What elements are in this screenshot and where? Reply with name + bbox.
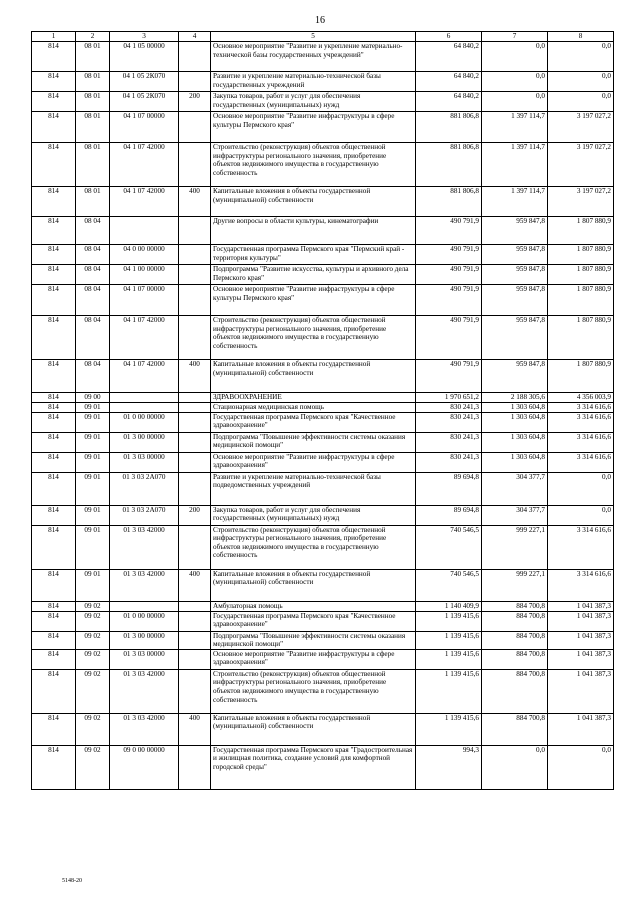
table-row [32, 360, 614, 393]
cell-department: 814 [32, 360, 76, 393]
cell-amount-year1: 64 840,2 [416, 42, 482, 72]
cell-amount-year3: 1 041 387,3 [548, 649, 614, 669]
cell-department: 814 [32, 669, 76, 713]
cell-section: 08 04 [76, 285, 110, 316]
header-col-4: 4 [179, 32, 211, 42]
cell-amount-year1: 881 806,8 [416, 112, 482, 143]
cell-amount-year2: 884 700,8 [482, 649, 548, 669]
cell-target-article: 04 1 07 42000 [110, 187, 179, 217]
cell-target-article: 04 1 07 00000 [110, 285, 179, 316]
cell-amount-year1: 490 791,9 [416, 217, 482, 245]
cell-amount-year3: 1 807 880,9 [548, 245, 614, 265]
cell-amount-year3: 3 314 616,6 [548, 412, 614, 432]
table-row [32, 217, 614, 245]
cell-name: Основное мероприятие "Развитие инфраструктуры в сфере здравоохранения" [211, 649, 416, 669]
cell-section: 08 01 [76, 143, 110, 187]
cell-department: 814 [32, 187, 76, 217]
cell-expense-type: 400 [179, 360, 211, 393]
cell-amount-year3: 1 041 387,3 [548, 611, 614, 631]
cell-amount-year2: 1 397 114,7 [482, 187, 548, 217]
cell-target-article: 01 3 03 42000 [110, 569, 179, 601]
cell-amount-year1: 1 970 651,2 [416, 393, 482, 403]
cell-expense-type: 400 [179, 187, 211, 217]
cell-expense-type [179, 631, 211, 649]
cell-section: 09 01 [76, 403, 110, 413]
cell-section: 09 01 [76, 412, 110, 432]
cell-amount-year3: 0,0 [548, 92, 614, 112]
budget-table [31, 31, 614, 790]
cell-expense-type [179, 525, 211, 569]
cell-department: 814 [32, 452, 76, 472]
cell-department: 814 [32, 649, 76, 669]
cell-name: Амбулаторная помощь [211, 601, 416, 611]
table-row [32, 42, 614, 72]
cell-department: 814 [32, 713, 76, 745]
cell-name: Основное мероприятие "Развитие инфраструктуры в сфере здравоохранения" [211, 452, 416, 472]
cell-section: 09 02 [76, 631, 110, 649]
cell-department: 814 [32, 42, 76, 72]
cell-amount-year1: 830 241,3 [416, 403, 482, 413]
table-row [32, 412, 614, 432]
cell-expense-type [179, 143, 211, 187]
budget-table-wrapper [31, 31, 613, 790]
cell-target-article [110, 601, 179, 611]
cell-name: Развитие и укрепление материально-технической базы подведомственных учреждений [211, 472, 416, 505]
header-col-5: 5 [211, 32, 416, 42]
cell-department: 814 [32, 472, 76, 505]
cell-department: 814 [32, 72, 76, 92]
cell-amount-year2: 959 847,8 [482, 217, 548, 245]
cell-target-article: 09 0 00 00000 [110, 745, 179, 789]
cell-department: 814 [32, 393, 76, 403]
table-row [32, 525, 614, 569]
table-row [32, 112, 614, 143]
cell-target-article: 01 3 03 00000 [110, 649, 179, 669]
cell-section: 08 04 [76, 360, 110, 393]
cell-amount-year1: 1 139 415,6 [416, 631, 482, 649]
header-col-1: 1 [32, 32, 76, 42]
table-row [32, 92, 614, 112]
table-row [32, 393, 614, 403]
cell-amount-year3: 0,0 [548, 72, 614, 92]
cell-section: 08 04 [76, 265, 110, 285]
cell-amount-year3: 3 314 616,6 [548, 432, 614, 452]
cell-name: Государственная программа Пермского края "Градостроительная и жилищная политика, создание условий для комфортной городской среды" [211, 745, 416, 789]
table-row [32, 316, 614, 360]
cell-expense-type [179, 42, 211, 72]
cell-section: 09 02 [76, 611, 110, 631]
cell-department: 814 [32, 505, 76, 525]
cell-expense-type [179, 611, 211, 631]
cell-amount-year2: 884 700,8 [482, 669, 548, 713]
cell-amount-year2: 1 303 604,8 [482, 452, 548, 472]
cell-section: 08 01 [76, 187, 110, 217]
cell-expense-type [179, 403, 211, 413]
cell-name: ЗДРАВООХРАНЕНИЕ [211, 393, 416, 403]
cell-department: 814 [32, 217, 76, 245]
footer-code: 5148-20 [62, 878, 82, 884]
table-row [32, 403, 614, 413]
cell-name: Основное мероприятие "Развитие инфраструктуры в сфере культуры Пермского края" [211, 112, 416, 143]
cell-expense-type [179, 285, 211, 316]
header-col-8: 8 [548, 32, 614, 42]
cell-amount-year3: 0,0 [548, 505, 614, 525]
cell-name: Строительство (реконструкция) объектов общественной инфраструктуры регионального значения, приобретение объектов недвижимого имущества в государственную собственность [211, 525, 416, 569]
table-row [32, 143, 614, 187]
cell-amount-year3: 3 314 616,6 [548, 452, 614, 472]
cell-section: 08 01 [76, 92, 110, 112]
cell-amount-year1: 830 241,3 [416, 452, 482, 472]
header-row [32, 32, 614, 42]
cell-amount-year1: 740 546,5 [416, 569, 482, 601]
cell-name: Подпрограмма "Развитие искусства, культуры и архивного дела Пермского края" [211, 265, 416, 285]
cell-name: Закупка товаров, работ и услуг для обеспечения государственных (муниципальных) нужд [211, 92, 416, 112]
cell-section: 09 01 [76, 452, 110, 472]
cell-section: 09 01 [76, 472, 110, 505]
cell-department: 814 [32, 143, 76, 187]
table-row [32, 631, 614, 649]
cell-target-article: 01 3 00 00000 [110, 432, 179, 452]
cell-amount-year2: 0,0 [482, 745, 548, 789]
cell-amount-year3: 1 041 387,3 [548, 669, 614, 713]
cell-target-article [110, 217, 179, 245]
cell-amount-year2: 1 397 114,7 [482, 143, 548, 187]
cell-amount-year3: 4 356 003,9 [548, 393, 614, 403]
cell-expense-type [179, 112, 211, 143]
cell-target-article: 01 3 03 42000 [110, 525, 179, 569]
cell-target-article: 01 3 00 00000 [110, 631, 179, 649]
cell-name: Строительство (реконструкция) объектов общественной инфраструктуры регионального значения, приобретение объектов недвижимого имущества в государственную собственность [211, 143, 416, 187]
cell-name: Строительство (реконструкция) объектов общественной инфраструктуры регионального значения, приобретение объектов недвижимого имущества в государственную собственность [211, 669, 416, 713]
cell-amount-year3: 1 041 387,3 [548, 631, 614, 649]
cell-amount-year1: 740 546,5 [416, 525, 482, 569]
cell-amount-year3: 0,0 [548, 42, 614, 72]
table-row [32, 432, 614, 452]
cell-target-article: 04 1 05 2К070 [110, 72, 179, 92]
cell-department: 814 [32, 316, 76, 360]
cell-amount-year1: 830 241,3 [416, 432, 482, 452]
cell-expense-type [179, 217, 211, 245]
cell-section: 09 02 [76, 713, 110, 745]
cell-amount-year2: 884 700,8 [482, 631, 548, 649]
cell-amount-year2: 304 377,7 [482, 505, 548, 525]
cell-amount-year1: 830 241,3 [416, 412, 482, 432]
cell-section: 09 01 [76, 525, 110, 569]
table-row [32, 72, 614, 92]
cell-department: 814 [32, 745, 76, 789]
cell-amount-year2: 999 227,1 [482, 525, 548, 569]
cell-amount-year3: 1 807 880,9 [548, 217, 614, 245]
cell-name: Государственная программа Пермского края "Качественное здравоохранение" [211, 611, 416, 631]
cell-section: 08 04 [76, 316, 110, 360]
cell-expense-type: 200 [179, 505, 211, 525]
header-col-6: 6 [416, 32, 482, 42]
cell-amount-year2: 959 847,8 [482, 245, 548, 265]
table-row [32, 285, 614, 316]
cell-amount-year1: 490 791,9 [416, 285, 482, 316]
cell-amount-year2: 1 303 604,8 [482, 403, 548, 413]
cell-expense-type: 400 [179, 569, 211, 601]
cell-expense-type [179, 245, 211, 265]
cell-amount-year3: 0,0 [548, 745, 614, 789]
cell-section: 09 01 [76, 569, 110, 601]
cell-amount-year1: 1 139 415,6 [416, 713, 482, 745]
cell-target-article [110, 403, 179, 413]
cell-amount-year1: 1 139 415,6 [416, 669, 482, 713]
cell-amount-year1: 89 694,8 [416, 505, 482, 525]
cell-target-article: 01 0 00 00000 [110, 412, 179, 432]
cell-section: 08 01 [76, 42, 110, 72]
cell-expense-type [179, 265, 211, 285]
cell-expense-type [179, 649, 211, 669]
cell-target-article [110, 393, 179, 403]
cell-name: Капитальные вложения в объекты государственной (муниципальной) собственности [211, 360, 416, 393]
cell-department: 814 [32, 112, 76, 143]
cell-target-article: 04 0 00 00000 [110, 245, 179, 265]
cell-amount-year1: 881 806,8 [416, 143, 482, 187]
cell-amount-year1: 1 139 415,6 [416, 649, 482, 669]
page-number: 16 [315, 15, 325, 26]
cell-expense-type: 200 [179, 92, 211, 112]
cell-section: 09 01 [76, 505, 110, 525]
cell-section: 08 01 [76, 72, 110, 92]
header-col-3: 3 [110, 32, 179, 42]
cell-target-article: 01 0 00 00000 [110, 611, 179, 631]
table-row [32, 649, 614, 669]
cell-expense-type [179, 432, 211, 452]
cell-expense-type [179, 72, 211, 92]
table-row [32, 265, 614, 285]
cell-name: Стационарная медицинская помощь [211, 403, 416, 413]
cell-department: 814 [32, 245, 76, 265]
table-row [32, 187, 614, 217]
cell-amount-year2: 959 847,8 [482, 316, 548, 360]
cell-target-article: 01 3 03 42000 [110, 669, 179, 713]
cell-name: Другие вопросы в области культуры, кинематографии [211, 217, 416, 245]
cell-department: 814 [32, 285, 76, 316]
cell-name: Капитальные вложения в объекты государственной (муниципальной) собственности [211, 713, 416, 745]
cell-name: Строительство (реконструкция) объектов общественной инфраструктуры регионального значения, приобретение объектов недвижимого имущества в государственную собственность [211, 316, 416, 360]
table-row [32, 745, 614, 789]
cell-amount-year3: 1 807 880,9 [548, 285, 614, 316]
cell-amount-year2: 2 188 305,6 [482, 393, 548, 403]
cell-target-article: 04 1 07 42000 [110, 360, 179, 393]
cell-amount-year1: 490 791,9 [416, 316, 482, 360]
cell-amount-year1: 1 139 415,6 [416, 611, 482, 631]
cell-department: 814 [32, 412, 76, 432]
cell-expense-type [179, 669, 211, 713]
cell-section: 09 00 [76, 393, 110, 403]
table-row [32, 669, 614, 713]
cell-amount-year2: 304 377,7 [482, 472, 548, 505]
cell-target-article: 04 1 07 00000 [110, 112, 179, 143]
cell-department: 814 [32, 611, 76, 631]
header-col-7: 7 [482, 32, 548, 42]
cell-expense-type: 400 [179, 713, 211, 745]
cell-name: Основное мероприятие "Развитие инфраструктуры в сфере культуры Пермского края" [211, 285, 416, 316]
cell-amount-year1: 881 806,8 [416, 187, 482, 217]
cell-name: Подпрограмма "Повышение эффективности системы оказания медицинской помощи" [211, 631, 416, 649]
cell-amount-year1: 490 791,9 [416, 265, 482, 285]
cell-section: 09 01 [76, 432, 110, 452]
cell-amount-year1: 490 791,9 [416, 360, 482, 393]
cell-amount-year1: 64 840,2 [416, 92, 482, 112]
cell-amount-year2: 999 227,1 [482, 569, 548, 601]
cell-section: 08 01 [76, 112, 110, 143]
cell-expense-type [179, 452, 211, 472]
cell-amount-year1: 1 140 409,9 [416, 601, 482, 611]
cell-department: 814 [32, 92, 76, 112]
cell-section: 09 02 [76, 649, 110, 669]
cell-amount-year2: 0,0 [482, 42, 548, 72]
cell-target-article: 01 3 03 00000 [110, 452, 179, 472]
cell-amount-year1: 994,3 [416, 745, 482, 789]
cell-expense-type [179, 412, 211, 432]
cell-amount-year2: 884 700,8 [482, 601, 548, 611]
cell-name: Развитие и укрепление материально-технической базы государственных учреждений [211, 72, 416, 92]
cell-target-article: 01 3 03 42000 [110, 713, 179, 745]
cell-expense-type [179, 393, 211, 403]
cell-amount-year3: 1 041 387,3 [548, 713, 614, 745]
cell-target-article: 04 1 00 00000 [110, 265, 179, 285]
cell-target-article: 04 1 07 42000 [110, 143, 179, 187]
cell-amount-year3: 1 807 880,9 [548, 316, 614, 360]
cell-target-article: 01 3 03 2А070 [110, 472, 179, 505]
cell-name: Капитальные вложения в объекты государственной (муниципальной) собственности [211, 187, 416, 217]
cell-amount-year2: 1 397 114,7 [482, 112, 548, 143]
cell-section: 09 02 [76, 745, 110, 789]
cell-expense-type [179, 745, 211, 789]
cell-amount-year2: 1 303 604,8 [482, 432, 548, 452]
cell-amount-year2: 959 847,8 [482, 360, 548, 393]
cell-amount-year2: 959 847,8 [482, 285, 548, 316]
cell-amount-year3: 3 314 616,6 [548, 403, 614, 413]
cell-amount-year3: 1 807 880,9 [548, 265, 614, 285]
cell-amount-year2: 0,0 [482, 92, 548, 112]
cell-section: 08 04 [76, 217, 110, 245]
cell-department: 814 [32, 265, 76, 285]
cell-amount-year2: 959 847,8 [482, 265, 548, 285]
cell-amount-year1: 64 840,2 [416, 72, 482, 92]
cell-name: Капитальные вложения в объекты государственной (муниципальной) собственности [211, 569, 416, 601]
header-col-2: 2 [76, 32, 110, 42]
cell-department: 814 [32, 525, 76, 569]
cell-name: Государственная программа Пермского края "Качественное здравоохранение" [211, 412, 416, 432]
cell-section: 08 04 [76, 245, 110, 265]
cell-department: 814 [32, 569, 76, 601]
cell-section: 09 02 [76, 601, 110, 611]
cell-amount-year3: 3 314 616,6 [548, 569, 614, 601]
cell-amount-year3: 3 197 027,2 [548, 187, 614, 217]
table-row [32, 713, 614, 745]
cell-target-article: 04 1 05 2К070 [110, 92, 179, 112]
cell-department: 814 [32, 601, 76, 611]
table-body [32, 42, 614, 790]
cell-amount-year3: 3 314 616,6 [548, 525, 614, 569]
cell-amount-year3: 1 807 880,9 [548, 360, 614, 393]
cell-department: 814 [32, 403, 76, 413]
cell-target-article: 04 1 05 00000 [110, 42, 179, 72]
cell-expense-type [179, 316, 211, 360]
cell-amount-year3: 3 197 027,2 [548, 112, 614, 143]
cell-name: Закупка товаров, работ и услуг для обеспечения государственных (муниципальных) нужд [211, 505, 416, 525]
cell-amount-year1: 89 694,8 [416, 472, 482, 505]
cell-amount-year2: 0,0 [482, 72, 548, 92]
table-row [32, 505, 614, 525]
cell-amount-year2: 884 700,8 [482, 713, 548, 745]
cell-department: 814 [32, 432, 76, 452]
table-row [32, 245, 614, 265]
cell-amount-year2: 884 700,8 [482, 611, 548, 631]
cell-target-article: 04 1 07 42000 [110, 316, 179, 360]
cell-department: 814 [32, 631, 76, 649]
cell-section: 09 02 [76, 669, 110, 713]
table-row [32, 611, 614, 631]
table-row [32, 452, 614, 472]
cell-amount-year3: 3 197 027,2 [548, 143, 614, 187]
cell-amount-year3: 0,0 [548, 472, 614, 505]
table-row [32, 569, 614, 601]
table-row [32, 601, 614, 611]
cell-target-article: 01 3 03 2А070 [110, 505, 179, 525]
cell-amount-year1: 490 791,9 [416, 245, 482, 265]
cell-amount-year3: 1 041 387,3 [548, 601, 614, 611]
cell-amount-year2: 1 303 604,8 [482, 412, 548, 432]
cell-name: Основное мероприятие "Развитие и укрепление материально-технической базы государственных учреждений" [211, 42, 416, 72]
cell-name: Государственная программа Пермского края "Пермский край - территория культуры" [211, 245, 416, 265]
cell-expense-type [179, 472, 211, 505]
cell-name: Подпрограмма "Повышение эффективности системы оказания медицинской помощи" [211, 432, 416, 452]
cell-expense-type [179, 601, 211, 611]
table-row [32, 472, 614, 505]
